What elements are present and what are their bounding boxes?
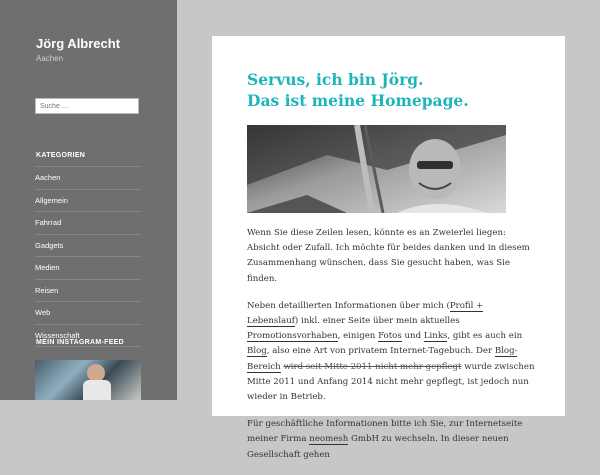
search-input[interactable] [35, 98, 139, 114]
category-link-reisen[interactable]: Reisen [35, 285, 59, 295]
list-item [35, 302, 141, 325]
promotion-link[interactable]: Promotionsvorhaben [247, 331, 338, 342]
text: GmbH zu wechseln. In dieser neuen Gesellschaft gehen [247, 434, 509, 460]
site-title[interactable]: Jörg Albrecht [36, 36, 121, 51]
list-item [35, 280, 141, 303]
category-link-web[interactable]: Web [35, 308, 51, 317]
strikethrough-text: wird seit Mitte 2011 nicht mehr gepflegt [283, 361, 462, 372]
header-photo [247, 125, 506, 213]
text: , also eine Art von privatem Internet-Tagebuch. Der [266, 346, 495, 357]
paragraph-info [247, 299, 535, 405]
category-link-gadgets[interactable]: Gadgets [35, 240, 64, 250]
post-card [212, 36, 565, 460]
category-link-aachen[interactable]: Aachen [35, 173, 61, 182]
post-content [247, 226, 535, 475]
list-item [35, 166, 141, 190]
text: ) inkl. einer Seite über mein aktuelles [294, 316, 460, 327]
paragraph-intro: Wenn Sie diese Zeilen lesen, könnte es an Zweierlei liegen: Absicht oder Zufall. Ich möchte für beides danken und in diesem Zusammenhang wünschen, dass Sie gesucht haben, was Sie finden. [247, 228, 530, 284]
blog-link[interactable]: Blog [247, 346, 267, 357]
list-item [35, 257, 141, 280]
category-link-fahrrad[interactable]: Fahrrad [35, 218, 62, 227]
profil-link[interactable]: Profil + Lebenslauf [247, 300, 484, 327]
page-title [247, 69, 547, 111]
instagram-person-body [83, 380, 111, 400]
blog-bereich-link[interactable]: Blog-Bereich [247, 346, 518, 372]
text: , gibt es auch ein [447, 331, 523, 342]
links-link[interactable]: Links [423, 331, 448, 342]
paragraph-business [247, 417, 535, 463]
sidebar [0, 0, 177, 400]
fotos-link[interactable]: Fotos [378, 331, 402, 342]
categories-heading: KATEGORIEN [36, 152, 86, 159]
page-title-line-1: Servus, ich bin Jörg. [247, 70, 424, 89]
instagram-photo[interactable] [35, 360, 141, 400]
text: Neben detaillierten Informationen über mich ( [247, 300, 450, 311]
list-item [35, 235, 141, 258]
text: Für geschäftliche Informationen bitte ich Sie, zur Internetseite meiner Firma [247, 419, 523, 445]
category-link-allgemein[interactable]: Allgemein [35, 195, 68, 205]
neomesh-link[interactable]: neomesh [309, 434, 349, 445]
list-item [35, 212, 141, 235]
page-title-line-2: Das ist meine Homepage. [247, 91, 469, 110]
header-photo-graphic [247, 125, 506, 213]
category-link-medien[interactable]: Medien [35, 263, 60, 272]
site-description: Aachen [36, 54, 64, 63]
text: wurde zwischen Mitte 2011 und Anfang 2014 nicht mehr gepflegt, ist jedoch nun wieder in Betrieb. [247, 361, 535, 403]
text: , einigen [337, 331, 379, 342]
instagram-heading: MEIN INSTAGRAM-FEED [36, 339, 125, 346]
list-item [35, 190, 141, 213]
category-link-wissenschaft[interactable]: Wissenschaft [35, 330, 80, 340]
text: und [401, 331, 424, 342]
categories-list [35, 166, 141, 347]
